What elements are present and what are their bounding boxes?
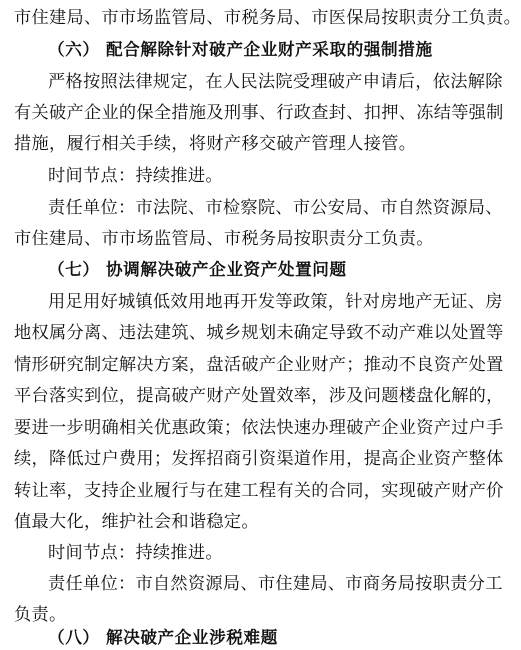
paragraph-line: 严格按照法律规定，在人民法院受理破产申请后，依法解除 [48, 72, 503, 92]
time-node: 时间节点：持续推进。 [48, 166, 223, 186]
paragraph-line: 有关破产企业的保全措施及刑事、行政查封、扣押、冻结等强制 [14, 103, 504, 123]
paragraph-line: 情形研究制定解决方案，盘活破产企业财产；推动不良资产处置 [14, 355, 504, 375]
time-node: 时间节点：持续推进。 [48, 543, 223, 563]
paragraph-line: 要进一步明确相关优惠政策；依法快速办理破产企业资产过户手 [14, 418, 504, 438]
paragraph-line: 续，降低过户费用；发挥招商引资渠道作用，提高企业资产整体 [14, 449, 504, 469]
text-line: 市住建局、市市场监管局、市税务局、市医保局按职责分工负责。 [14, 8, 521, 28]
paragraph-line: 值最大化，维护社会和谐稳定。 [14, 512, 259, 532]
paragraph-line: 措施，履行相关手续，将财产移交破产管理人接管。 [14, 134, 417, 154]
section-heading-8: （八） 解决破产企业涉税难题 [48, 628, 278, 647]
paragraph-line: 地权属分离、违法建筑、城乡规划未确定导致不动产难以处置等 [14, 323, 504, 343]
responsible-unit-cont: 负责。 [14, 605, 67, 625]
paragraph-line: 转让率，支持企业履行与在建工程有关的合同，实现破产财产价 [14, 481, 504, 501]
responsible-unit: 责任单位：市法院、市检察院、市公安局、市自然资源局、 [48, 198, 503, 218]
responsible-unit: 责任单位：市自然资源局、市住建局、市商务局按职责分工 [48, 574, 503, 594]
paragraph-line: 平台落实到位，提高破产财产处置效率，涉及问题楼盘化解的， [14, 386, 504, 406]
responsible-unit-cont: 市住建局、市市场监管局、市税务局按职责分工负责。 [14, 229, 434, 249]
paragraph-line: 用足用好城镇低效用地再开发等政策，针对房地产无证、房 [48, 292, 503, 312]
section-heading-7: （七） 协调解决破产企业资产处置问题 [48, 260, 347, 279]
section-heading-6: （六） 配合解除针对破产企业财产采取的强制措施 [48, 40, 433, 59]
